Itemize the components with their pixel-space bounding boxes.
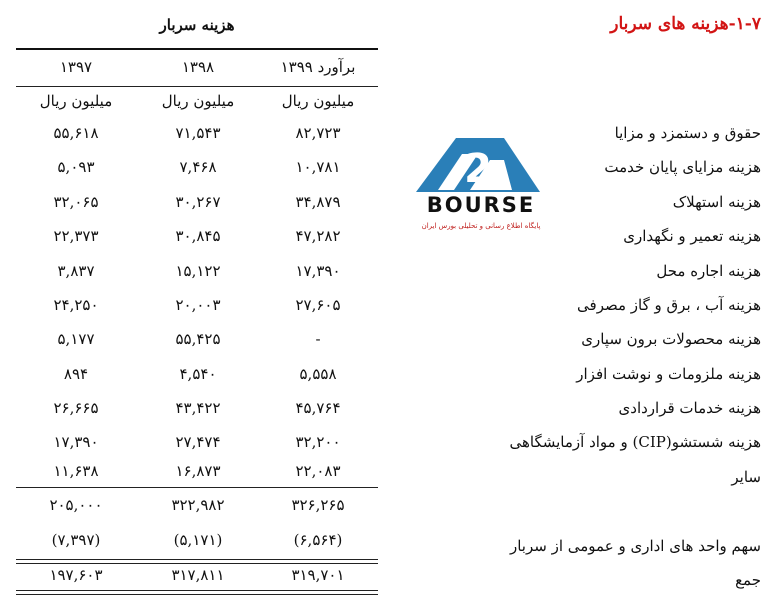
total-1399: ۳۱۹,۷۰۱: [291, 566, 345, 584]
cell-1397: ۲۴,۲۵۰: [53, 296, 99, 314]
cell-1397: ۳,۸۳۷: [57, 262, 95, 280]
cell-1399: ۳۴,۸۷۹: [295, 193, 341, 211]
row-label: حقوق و دستمزد و مزایا: [614, 124, 761, 142]
row-label: هزینه اجاره محل: [656, 262, 761, 280]
cell-1398: ۳۰,۸۴۵: [175, 227, 221, 245]
subtotal-rule: [16, 487, 378, 488]
cell-1397: ۲۶,۶۶۵: [53, 399, 99, 417]
row-label: سایر: [731, 468, 761, 486]
share-1399: (۶,۵۶۴): [293, 531, 343, 549]
bourse-logo: [408, 132, 554, 242]
cell-1399: ۸۲,۷۲۳: [295, 124, 341, 142]
cell-1398: ۴۳,۴۲۲: [175, 399, 221, 417]
column-year-1398: ۱۳۹۸: [181, 58, 215, 76]
cell-1397: ۲۲,۳۷۳: [53, 227, 99, 245]
row-label: هزینه ملزومات و نوشت افزار: [576, 365, 761, 383]
table-title: هزینه سربار: [159, 16, 235, 34]
column-unit-1398: میلیون ریال: [161, 92, 235, 110]
cell-1397: ۵۵,۶۱۸: [53, 124, 99, 142]
table-top-rule: [16, 48, 378, 50]
total-1398: ۳۱۷,۸۱۱: [171, 566, 225, 584]
section-title: ۱-۷-هزینه های سربار: [610, 14, 761, 34]
column-unit-1397: میلیون ریال: [39, 92, 113, 110]
header-divider-rule: [16, 86, 378, 87]
total-bottom-rule: [16, 590, 378, 595]
cell-1397: ۳۲,۰۶۵: [53, 193, 99, 211]
share-1398: (۵,۱۷۱): [173, 531, 223, 549]
cell-1399: ۵,۵۵۸: [299, 365, 337, 383]
cell-1397: ۸۹۴: [63, 365, 89, 383]
column-year-1399: برآورد ۱۳۹۹: [280, 58, 356, 76]
total-1397: ۱۹۷,۶۰۳: [49, 566, 103, 584]
row-label: هزینه استهلاک: [672, 193, 761, 211]
cell-1398: ۳۰,۲۶۷: [175, 193, 221, 211]
bourse-logo-mark: [408, 132, 554, 242]
cell-1398: ۴,۵۴۰: [179, 365, 217, 383]
column-year-1397: ۱۳۹۷: [59, 58, 93, 76]
cell-1398: ۷,۴۶۸: [179, 158, 217, 176]
cell-1398: ۵۵,۴۲۵: [175, 330, 221, 348]
cell-1399: ۱۰,۷۸۱: [295, 158, 341, 176]
subtotal-1398: ۳۲۲,۹۸۲: [171, 496, 225, 514]
cell-1397: ۵,۰۹۳: [57, 158, 95, 176]
cell-1398: ۲۰,۰۰۳: [175, 296, 221, 314]
row-label: هزینه خدمات قراردادی: [618, 399, 761, 417]
row-label: هزینه محصولات برون سپاری: [581, 330, 761, 348]
cell-1397: ۱۱,۶۳۸: [53, 462, 99, 480]
total-top-rule: [16, 559, 378, 564]
cell-1397: ۱۷,۳۹۰: [53, 433, 99, 451]
column-unit-1399: میلیون ریال: [281, 92, 355, 110]
cell-1398: ۲۷,۴۷۴: [175, 433, 221, 451]
cell-1398: ۷۱,۵۴۳: [175, 124, 221, 142]
row-label: هزینه تعمیر و نگهداری: [623, 227, 761, 245]
cell-1398: ۱۶,۸۷۳: [175, 462, 221, 480]
cell-1399: -: [315, 330, 321, 348]
logo-caption: پایگاه اطلاع رسانی و تحلیلی بورس ایران: [421, 222, 541, 230]
total-row-label: جمع: [735, 571, 761, 589]
subtotal-1399: ۳۲۶,۲۶۵: [291, 496, 345, 514]
subtotal-1397: ۲۰۵,۰۰۰: [49, 496, 103, 514]
row-label: هزینه شستشو(CIP) و مواد آزمایشگاهی: [509, 433, 761, 451]
cell-1399: ۳۲,۲۰۰: [295, 433, 341, 451]
cell-1397: ۵,۱۷۷: [57, 330, 95, 348]
cell-1398: ۱۵,۱۲۲: [175, 262, 221, 280]
cell-1399: ۴۷,۲۸۲: [295, 227, 341, 245]
cell-1399: ۲۲,۰۸۳: [295, 462, 341, 480]
share-row-label: سهم واحد های اداری و عمومی از سربار: [509, 537, 761, 555]
cell-1399: ۲۷,۶۰۵: [295, 296, 341, 314]
share-1397: (۷,۳۹۷): [51, 531, 101, 549]
row-label: هزینه آب ، برق و گاز مصرفی: [577, 296, 761, 314]
cell-1399: ۱۷,۳۹۰: [295, 262, 341, 280]
cell-1399: ۴۵,۷۶۴: [295, 399, 341, 417]
row-label: هزینه مزایای پایان خدمت: [604, 158, 761, 176]
logo-digit: 2: [464, 146, 492, 192]
logo-wordmark: BOURSE: [426, 193, 536, 217]
